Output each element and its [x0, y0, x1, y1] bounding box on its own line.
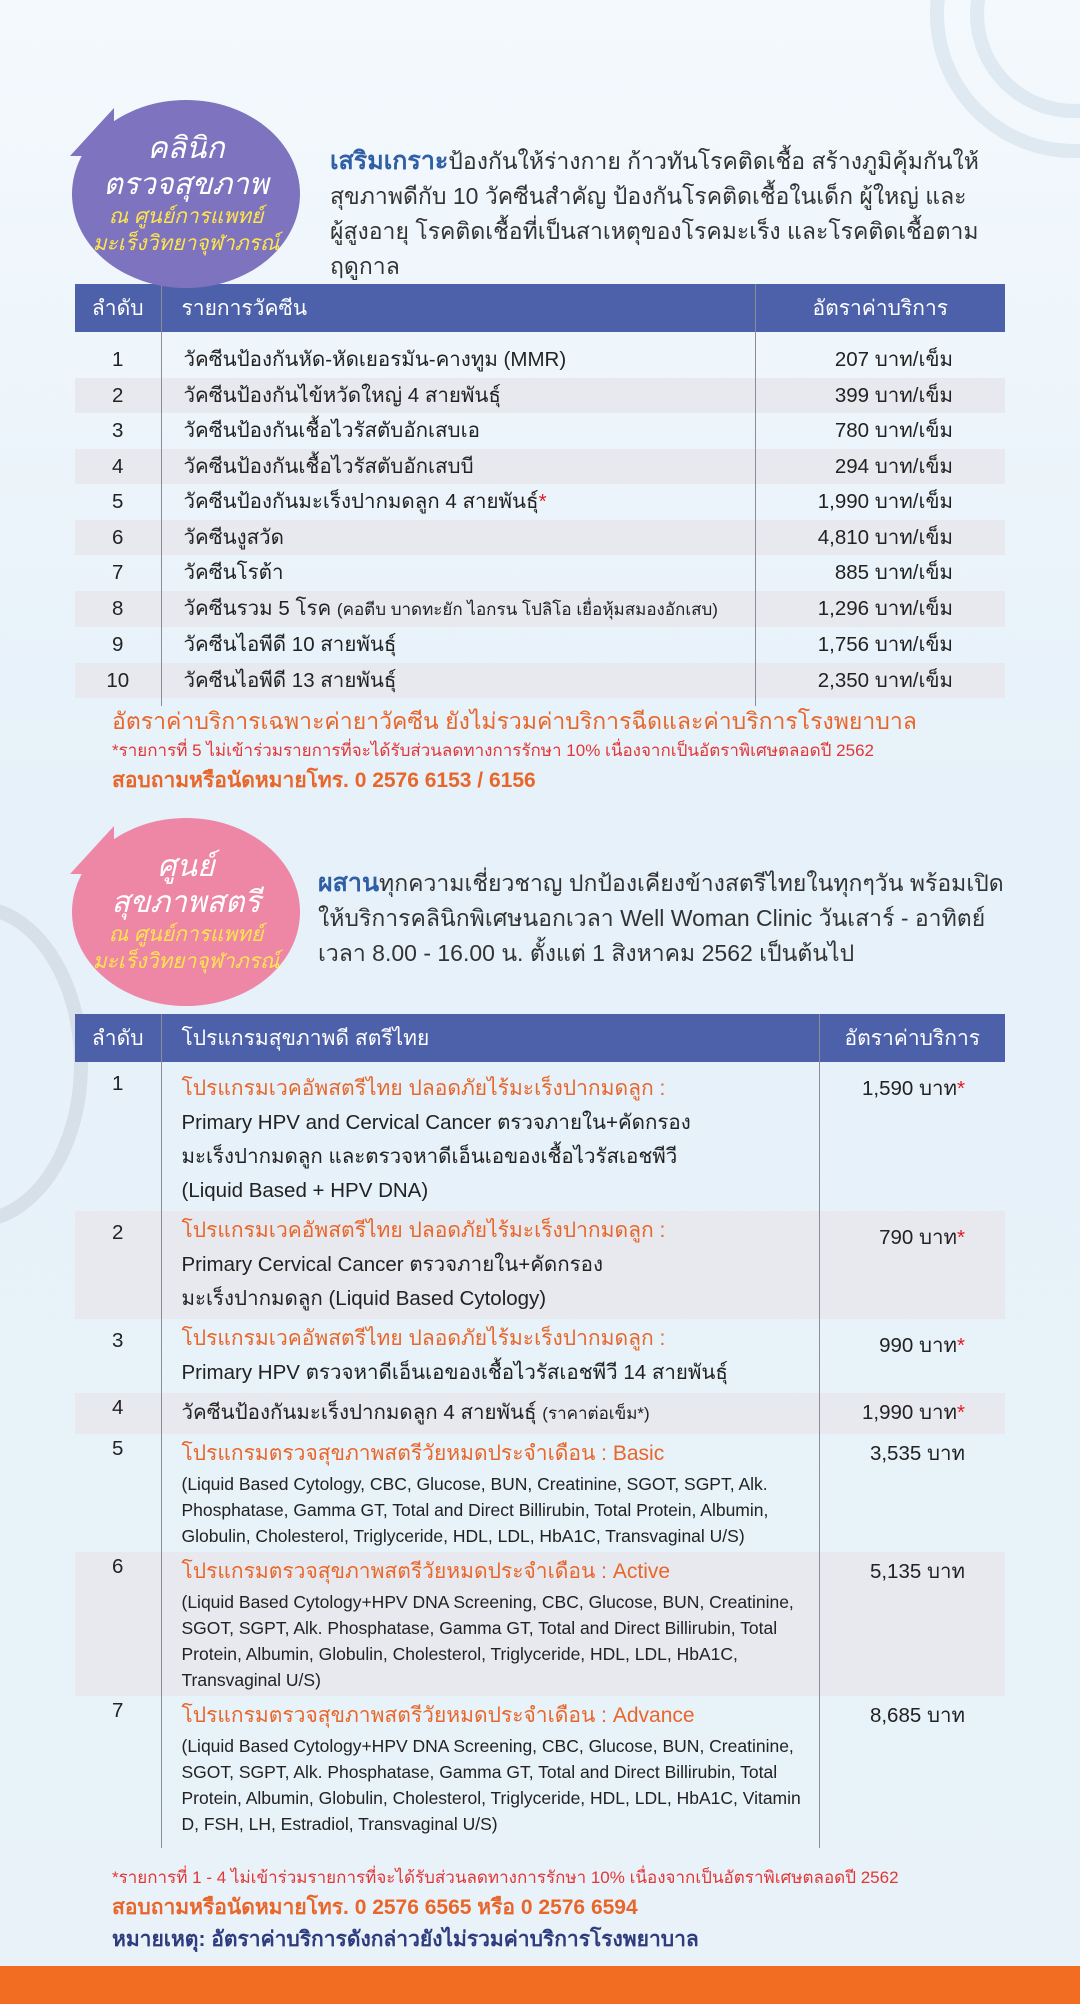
table-row	[75, 1434, 1005, 1552]
row-price: 2,350 บาท/เข็ม	[755, 663, 1005, 699]
bubble-line3: ณ ศูนย์การแพทย์	[108, 923, 264, 946]
table-row	[75, 342, 1005, 378]
row-no: 3	[112, 419, 124, 442]
col-header-price: อัตราค่าบริการ	[755, 284, 1005, 332]
row-no: 5	[112, 1437, 124, 1460]
col-header-no: ลำดับ	[75, 284, 161, 332]
col-header-program: โปรแกรมสุขภาพดี สตรีไทย	[161, 1014, 819, 1062]
bubble-line2: ตรวจสุขภาพ	[103, 168, 269, 201]
section2-notes	[112, 1864, 899, 1956]
bubble-line1: คลินิก	[147, 132, 225, 165]
row-no: 4	[75, 1393, 161, 1434]
row-name: วัคซีนไอพีดี 10 สายพันธุ์	[161, 627, 755, 663]
table-row	[75, 1552, 1005, 1696]
table-row	[75, 591, 1005, 628]
women-health-bubble	[72, 818, 300, 1006]
table-row	[75, 1393, 1005, 1434]
row-price: 3,535 บาท	[819, 1434, 1005, 1552]
row-no: 9	[112, 633, 124, 656]
row-desc: วัคซีนป้องกันมะเร็งปากมดลูก 4 สายพันธุ์ (ราคาต่อเข็ม*)	[161, 1393, 819, 1434]
bubble-line4: มะเร็งวิทยาจุฬาภรณ์	[92, 232, 280, 255]
row-no: 4	[75, 449, 161, 485]
table-row	[75, 1211, 1005, 1319]
section1-notes	[112, 704, 917, 798]
bubble-line3: ณ ศูนย์การแพทย์	[108, 205, 264, 228]
intro-line3: เวลา 8.00 - 16.00 น. ตั้งแต่ 1 สิงหาคม 2562 เป็นต้นไป	[318, 940, 855, 966]
row-no: 5	[112, 490, 124, 513]
table-row	[75, 449, 1005, 485]
row-desc: โปรแกรมตรวจสุขภาพสตรีวัยหมดประจำเดือน : Basic (Liquid Based Cytology, CBC, Glucose, BUN, Creatinine, SGOT, SGPT, Alk. Phosphatase, Gamma GT, Total and Direct Billirubin, Total Protein, Albumin, Globulin, Cholesterol, Triglyceride, HDL, LDL, HbA1C, Transvaginal U/S)	[161, 1434, 819, 1552]
section2-intro	[318, 866, 1038, 971]
row-no: 10	[75, 663, 161, 699]
row-price: 780 บาท/เข็ม	[755, 413, 1005, 449]
table-row	[75, 1319, 1005, 1393]
row-no: 6	[75, 520, 161, 556]
table-row	[75, 413, 1005, 449]
intro-line2: สุขภาพดีกับ 10 วัคซีนสำคัญ ป้องกันโรคติดเชื้อในเด็ก ผู้ใหญ่ และ	[330, 183, 967, 209]
intro-line3: ผู้สูงอายุ โรคติดเชื้อที่เป็นสาเหตุของโรคมะเร็ง และโรคติดเชื้อตามฤดูกาล	[330, 218, 979, 279]
table-row	[75, 663, 1005, 699]
bubble-line4: มะเร็งวิทยาจุฬาภรณ์	[92, 950, 280, 973]
table-row	[75, 520, 1005, 556]
table-row	[75, 627, 1005, 663]
row-desc: โปรแกรมเวคอัพสตรีไทย ปลอดภัยไร้มะเร็งปากมดลูก : Primary HPV ตรวจหาดีเอ็นเอของเชื้อไวรัสเอชพีวี 14 สายพันธุ์	[161, 1319, 819, 1393]
row-no: 3	[112, 1329, 124, 1352]
row-name: วัคซีนป้องกันหัด-หัดเยอรมัน-คางทูม (MMR)	[161, 342, 755, 378]
contact-phone: สอบถามหรือนัดหมายโทร. 0 2576 6565 หรือ 0 2576 6594	[112, 1896, 638, 1919]
footer-bar	[0, 1966, 1080, 2004]
row-name: วัคซีนป้องกันมะเร็งปากมดลูก 4 สายพันธุ์*	[161, 484, 755, 520]
row-no: 2	[75, 378, 161, 414]
intro-lead: เสริมเกราะ	[330, 147, 449, 175]
col-header-price: อัตราค่าบริการ	[819, 1014, 1005, 1062]
row-name: วัคซีนป้องกันเชื้อไวรัสตับอักเสบบี	[161, 449, 755, 485]
contact-phone: สอบถามหรือนัดหมายโทร. 0 2576 6153 / 6156	[112, 769, 536, 792]
row-no: 7	[112, 561, 124, 584]
bubble-line2: สุขภาพสตรี	[111, 886, 261, 919]
row-desc: โปรแกรมตรวจสุขภาพสตรีวัยหมดประจำเดือน : Active (Liquid Based Cytology+HPV DNA Screening, CBC, Glucose, BUN, Creatinine, SGOT, SGPT, Alk. Phosphatase, Gamma GT, Total and Direct Billirubin, Total Protein, Albumin, Globulin, Cholesterol, Triglyceride, HDL, LDL, HbA1C, Transvaginal U/S)	[161, 1552, 819, 1696]
row-price: 790 บาท*	[819, 1211, 1005, 1319]
row-name: วัคซีนป้องกันเชื้อไวรัสตับอักเสบเอ	[161, 413, 755, 449]
row-desc: โปรแกรมเวคอัพสตรีไทย ปลอดภัยไร้มะเร็งปากมดลูก : Primary HPV and Cervical Cancer ตรวจภายใน+คัดกรองมะเร็งปากมดลูก และตรวจหาดีเอ็นเอของเชื้อไวรัสเอชพีวี (Liquid Based + HPV DNA)	[161, 1062, 819, 1211]
row-price: 1,756 บาท/เข็ม	[755, 627, 1005, 663]
row-price: 1,296 บาท/เข็ม	[755, 591, 1005, 628]
vaccine-table	[75, 284, 1005, 706]
row-price: 8,685 บาท	[819, 1696, 1005, 1840]
row-no: 1	[112, 1072, 124, 1095]
row-price: 5,135 บาท	[819, 1552, 1005, 1696]
col-header-no: ลำดับ	[75, 1014, 161, 1062]
row-price: 399 บาท/เข็ม	[755, 378, 1005, 414]
clinic-bubble	[72, 100, 300, 288]
section1-intro	[330, 144, 1030, 284]
table-row	[75, 484, 1005, 520]
table-row	[75, 555, 1005, 591]
row-price: 294 บาท/เข็ม	[755, 449, 1005, 485]
women-program-table	[75, 1014, 1005, 1848]
table-row	[75, 1062, 1005, 1211]
row-no: 2	[75, 1211, 161, 1319]
row-no: 8	[75, 591, 161, 628]
row-name: วัคซีนงูสวัด	[161, 520, 755, 556]
col-header-vaccine: รายการวัคซีน	[161, 284, 755, 332]
table-row	[75, 1696, 1005, 1840]
star-note: *รายการที่ 5 ไม่เข้าร่วมรายการที่จะได้รับส่วนลดทางการรักษา 10% เนื่องจากเป็นอัตราพิเศษตลอดปี 2562	[112, 741, 874, 760]
intro-line1: ป้องกันให้ร่างกาย ก้าวทันโรคติดเชื้อ สร้างภูมิคุ้มกันให้	[448, 148, 979, 174]
row-no: 1	[112, 348, 124, 371]
row-price: 1,990 บาท/เข็ม	[755, 484, 1005, 520]
intro-line1: ทุกความเชี่ยวชาญ ปกป้องเคียงข้างสตรีไทยในทุกๆวัน พร้อมเปิด	[379, 870, 1004, 896]
row-name: วัคซีนป้องกันไข้หวัดใหญ่ 4 สายพันธุ์	[161, 378, 755, 414]
table-row	[75, 378, 1005, 414]
row-price: 207 บาท/เข็ม	[755, 342, 1005, 378]
intro-line2: ให้บริการคลินิกพิเศษนอกเวลา Well Woman Clinic วันเสาร์ - อาทิตย์	[318, 905, 986, 931]
row-desc: โปรแกรมตรวจสุขภาพสตรีวัยหมดประจำเดือน : Advance (Liquid Based Cytology+HPV DNA Screening, CBC, Glucose, BUN, Creatinine, SGOT, SGPT, Alk. Phosphatase, Gamma GT, Total and Direct Billirubin, Total Protein, Albumin, Globulin, Cholesterol, Triglyceride, HDL, LDL, HbA1C, Vitamin D, FSH, LH, Estradiol, Transvaginal U/S)	[161, 1696, 819, 1840]
row-name: วัคซีนไอพีดี 13 สายพันธุ์	[161, 663, 755, 699]
row-price: 1,590 บาท*	[819, 1062, 1005, 1211]
row-name: วัคซีนโรต้า	[161, 555, 755, 591]
row-price: 1,990 บาท*	[819, 1393, 1005, 1434]
row-price: 4,810 บาท/เข็ม	[755, 520, 1005, 556]
row-price: 885 บาท/เข็ม	[755, 555, 1005, 591]
row-name: วัคซีนรวม 5 โรค (คอตีบ บาดทะยัก ไอกรน โปลิโอ เยื่อหุ้มสมองอักเสบ)	[161, 591, 755, 628]
star-note: *รายการที่ 1 - 4 ไม่เข้าร่วมรายการที่จะได้รับส่วนลดทางการรักษา 10% เนื่องจากเป็นอัตราพิเศษตลอดปี 2562	[112, 1868, 899, 1887]
row-desc: โปรแกรมเวคอัพสตรีไทย ปลอดภัยไร้มะเร็งปากมดลูก : Primary Cervical Cancer ตรวจภายใน+คัดกรองมะเร็งปากมดลูก (Liquid Based Cytology)	[161, 1211, 819, 1319]
price-note: อัตราค่าบริการเฉพาะค่ายาวัคซีน ยังไม่รวมค่าบริการฉีดและค่าบริการโรงพยาบาล	[112, 708, 917, 734]
intro-lead: ผสาน	[318, 869, 380, 897]
row-price: 990 บาท*	[819, 1319, 1005, 1393]
row-no: 6	[75, 1552, 161, 1696]
bubble-line1: ศูนย์	[157, 850, 215, 883]
remark: หมายเหตุ: อัตราค่าบริการดังกล่าวยังไม่รวมค่าบริการโรงพยาบาล	[112, 1928, 699, 1951]
row-no: 7	[112, 1699, 124, 1722]
